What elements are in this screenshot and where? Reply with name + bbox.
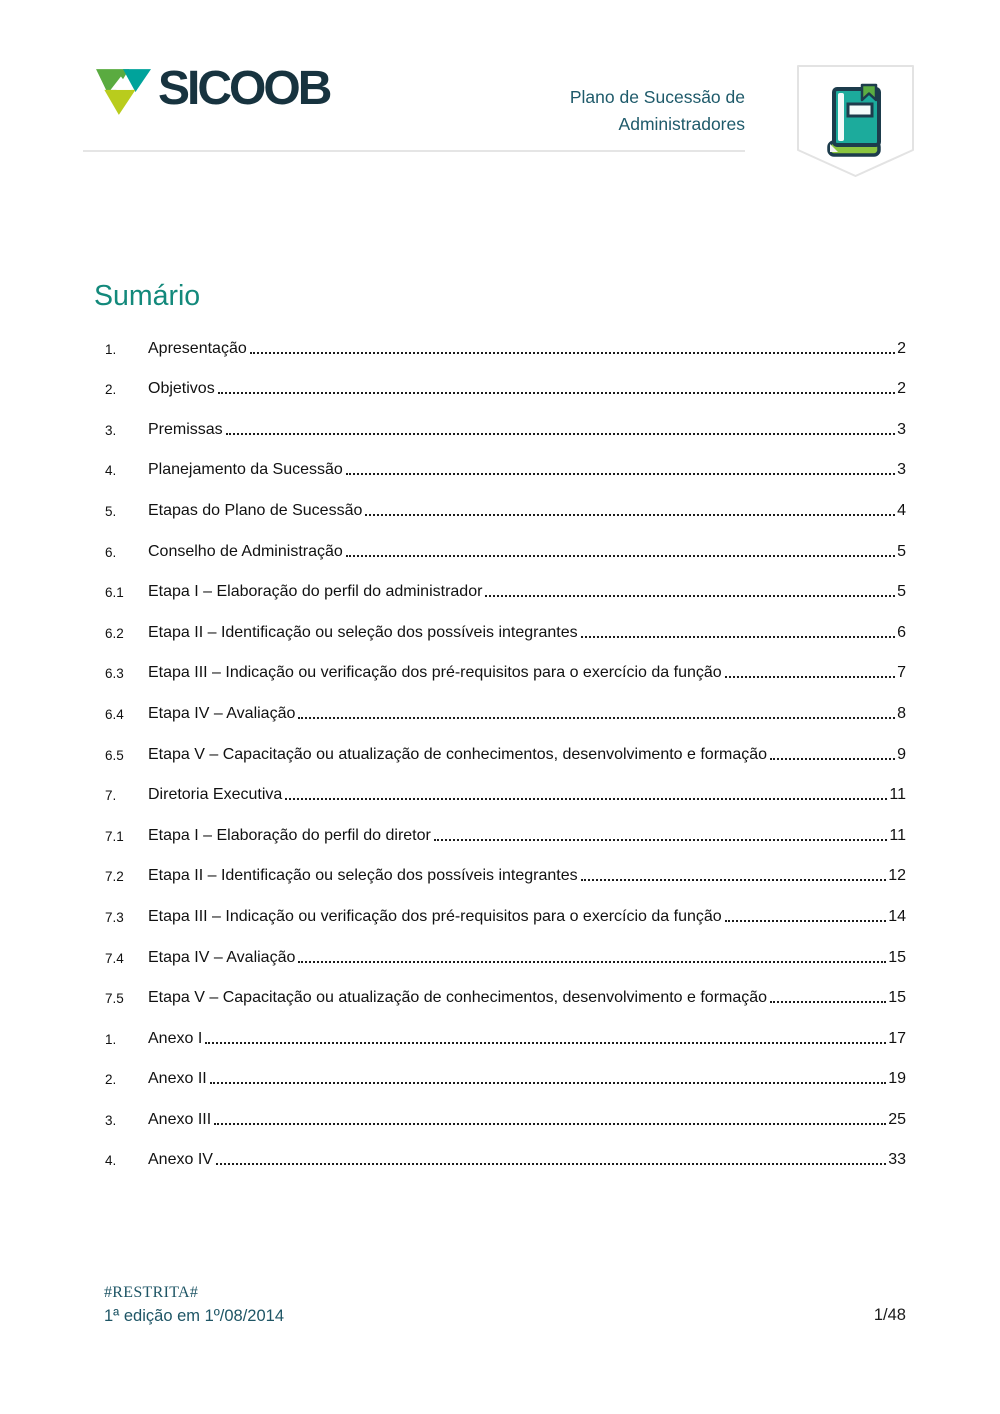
toc-dotted-leader xyxy=(346,473,895,475)
toc-entry-label: Anexo III xyxy=(148,1110,212,1128)
toc-entry-label: Anexo I xyxy=(148,1029,203,1047)
toc-entry-row xyxy=(105,764,906,805)
toc-list xyxy=(105,317,906,1169)
toc-dotted-leader xyxy=(210,1082,887,1084)
toc-entry-number: 1. xyxy=(105,1031,117,1047)
toc-entry-number: 7. xyxy=(105,788,117,804)
toc-entry-page: 8 xyxy=(897,704,906,722)
toc-entry-page: 6 xyxy=(897,623,906,641)
toc-entry-number: 7.2 xyxy=(105,869,124,885)
toc-entry-page: 5 xyxy=(897,583,906,601)
toc-entry-row xyxy=(105,804,906,845)
toc-entry-row xyxy=(105,398,906,439)
toc-dotted-leader xyxy=(725,676,895,678)
toc-entry-label: Objetivos xyxy=(148,380,215,398)
toc-dotted-leader xyxy=(250,352,895,354)
toc-entry-row xyxy=(105,317,906,358)
toc-entry-label: Etapa IV – Avaliação xyxy=(148,948,296,966)
toc-entry-number: 3. xyxy=(105,1112,117,1128)
toc-entry-label: Etapa IV – Avaliação xyxy=(148,704,296,722)
toc-entry-label: Etapa I – Elaboração do perfil do administrador xyxy=(148,583,483,601)
toc-entry-row xyxy=(105,479,906,520)
toc-entry-label: Premissas xyxy=(148,420,223,438)
toc-entry-row xyxy=(105,439,906,480)
toc-entry-page: 11 xyxy=(889,826,906,844)
toc-entry-number: 3. xyxy=(105,422,117,438)
toc-entry-page: 12 xyxy=(888,867,906,885)
toc-heading: Sumário xyxy=(94,280,201,312)
toc-entry-row xyxy=(105,561,906,602)
toc-entry-label: Etapa II – Identificação ou seleção dos possíveis integrantes xyxy=(148,867,578,885)
toc-entry-row xyxy=(105,926,906,967)
toc-entry-page: 33 xyxy=(888,1151,906,1169)
toc-entry-row xyxy=(105,845,906,886)
toc-entry-number: 5. xyxy=(105,503,117,519)
toc-dotted-leader xyxy=(365,514,895,516)
toc-dotted-leader xyxy=(581,879,887,881)
toc-entry-row xyxy=(105,885,906,926)
sicoob-logo xyxy=(95,62,330,115)
toc-entry-row xyxy=(105,682,906,723)
toc-entry-page: 3 xyxy=(897,420,906,438)
toc-entry-number: 7.3 xyxy=(105,909,124,925)
toc-entry-page: 19 xyxy=(888,1070,906,1088)
footer-classification: #RESTRITA# xyxy=(104,1284,199,1301)
toc-entry-row xyxy=(105,723,906,764)
toc-dotted-leader xyxy=(218,392,895,394)
toc-entry-number: 7.4 xyxy=(105,950,124,966)
toc-entry-row xyxy=(105,1129,906,1170)
toc-entry-row xyxy=(105,1007,906,1048)
toc-dotted-leader xyxy=(285,798,887,800)
toc-entry-page: 14 xyxy=(888,907,906,925)
toc-entry-label: Etapa II – Identificação ou seleção dos possíveis integrantes xyxy=(148,623,578,641)
toc-entry-row xyxy=(105,358,906,399)
toc-dotted-leader xyxy=(205,1042,886,1044)
toc-entry-label: Etapa III – Indicação ou verificação dos pré-requisitos para o exercício da função xyxy=(148,907,722,925)
toc-dotted-leader xyxy=(298,717,895,719)
toc-entry-number: 6.2 xyxy=(105,625,124,641)
toc-dotted-leader xyxy=(770,758,895,760)
toc-entry-row xyxy=(105,642,906,683)
toc-entry-label: Apresentação xyxy=(148,339,247,357)
toc-entry-label: Etapa V – Capacitação ou atualização de conhecimentos, desenvolvimento e formação xyxy=(148,989,768,1007)
toc-entry-label: Anexo IV xyxy=(148,1151,213,1169)
toc-entry-number: 2. xyxy=(105,382,117,398)
toc-entry-row xyxy=(105,967,906,1008)
toc-entry-row xyxy=(105,520,906,561)
toc-entry-page: 15 xyxy=(888,989,906,1007)
toc-dotted-leader xyxy=(770,1001,886,1003)
toc-entry-page: 9 xyxy=(897,745,906,763)
toc-entry-row xyxy=(105,1048,906,1089)
toc-entry-label: Etapa III – Indicação ou verificação dos pré-requisitos para o exercício da função xyxy=(148,664,722,682)
book-badge xyxy=(796,64,915,179)
toc-entry-number: 6.3 xyxy=(105,666,124,682)
toc-entry-page: 15 xyxy=(888,948,906,966)
book-icon xyxy=(829,85,879,155)
toc-entry-number: 6.4 xyxy=(105,706,124,722)
toc-entry-row xyxy=(105,601,906,642)
document-title xyxy=(570,84,745,138)
toc-entry-page: 2 xyxy=(897,380,906,398)
toc-entry-label: Etapa V – Capacitação ou atualização de conhecimentos, desenvolvimento e formação xyxy=(148,745,768,763)
toc-dotted-leader xyxy=(434,839,888,841)
toc-entry-number: 4. xyxy=(105,1153,117,1169)
footer-page-indicator: 1/48 xyxy=(873,1306,906,1324)
toc-dotted-leader xyxy=(298,961,886,963)
toc-entry-number: 7.5 xyxy=(105,991,124,1007)
toc-entry-number: 2. xyxy=(105,1072,117,1088)
toc-entry-label: Conselho de Administração xyxy=(148,542,343,560)
toc-entry-label: Anexo II xyxy=(148,1070,207,1088)
toc-entry-page: 25 xyxy=(888,1110,906,1128)
document-title-line2: Administradores xyxy=(618,114,745,134)
toc-dotted-leader xyxy=(725,920,887,922)
toc-entry-row xyxy=(105,1088,906,1129)
toc-entry-label: Planejamento da Sucessão xyxy=(148,461,343,479)
toc-entry-number: 6. xyxy=(105,544,117,560)
toc-entry-page: 5 xyxy=(897,542,906,560)
toc-entry-label: Etapas do Plano de Sucessão xyxy=(148,501,363,519)
toc-entry-number: 4. xyxy=(105,463,117,479)
footer-edition: 1ª edição em 1º/08/2014 xyxy=(104,1307,285,1325)
toc-entry-number: 7.1 xyxy=(105,828,124,844)
toc-dotted-leader xyxy=(346,555,895,557)
toc-dotted-leader xyxy=(226,433,895,435)
toc-entry-number: 6.1 xyxy=(105,585,124,601)
toc-entry-number: 1. xyxy=(105,341,117,357)
sicoob-triangle-icon xyxy=(95,69,151,115)
toc-dotted-leader xyxy=(485,595,895,597)
sicoob-logo-text: SICOOB xyxy=(158,62,330,115)
toc-entry-label: Diretoria Executiva xyxy=(148,786,283,804)
toc-entry-page: 17 xyxy=(888,1029,906,1047)
toc-dotted-leader xyxy=(216,1163,886,1165)
document-title-line1: Plano de Sucessão de xyxy=(569,87,745,107)
toc-entry-page: 2 xyxy=(897,339,906,357)
toc-entry-page: 11 xyxy=(889,786,906,804)
toc-dotted-leader xyxy=(581,636,895,638)
toc-dotted-leader xyxy=(214,1123,886,1125)
toc-entry-page: 7 xyxy=(897,664,906,682)
toc-entry-page: 3 xyxy=(897,461,906,479)
toc-entry-page: 4 xyxy=(897,501,906,519)
toc-entry-number: 6.5 xyxy=(105,747,124,763)
header-divider xyxy=(83,150,745,152)
toc-entry-label: Etapa I – Elaboração do perfil do diretor xyxy=(148,826,431,844)
